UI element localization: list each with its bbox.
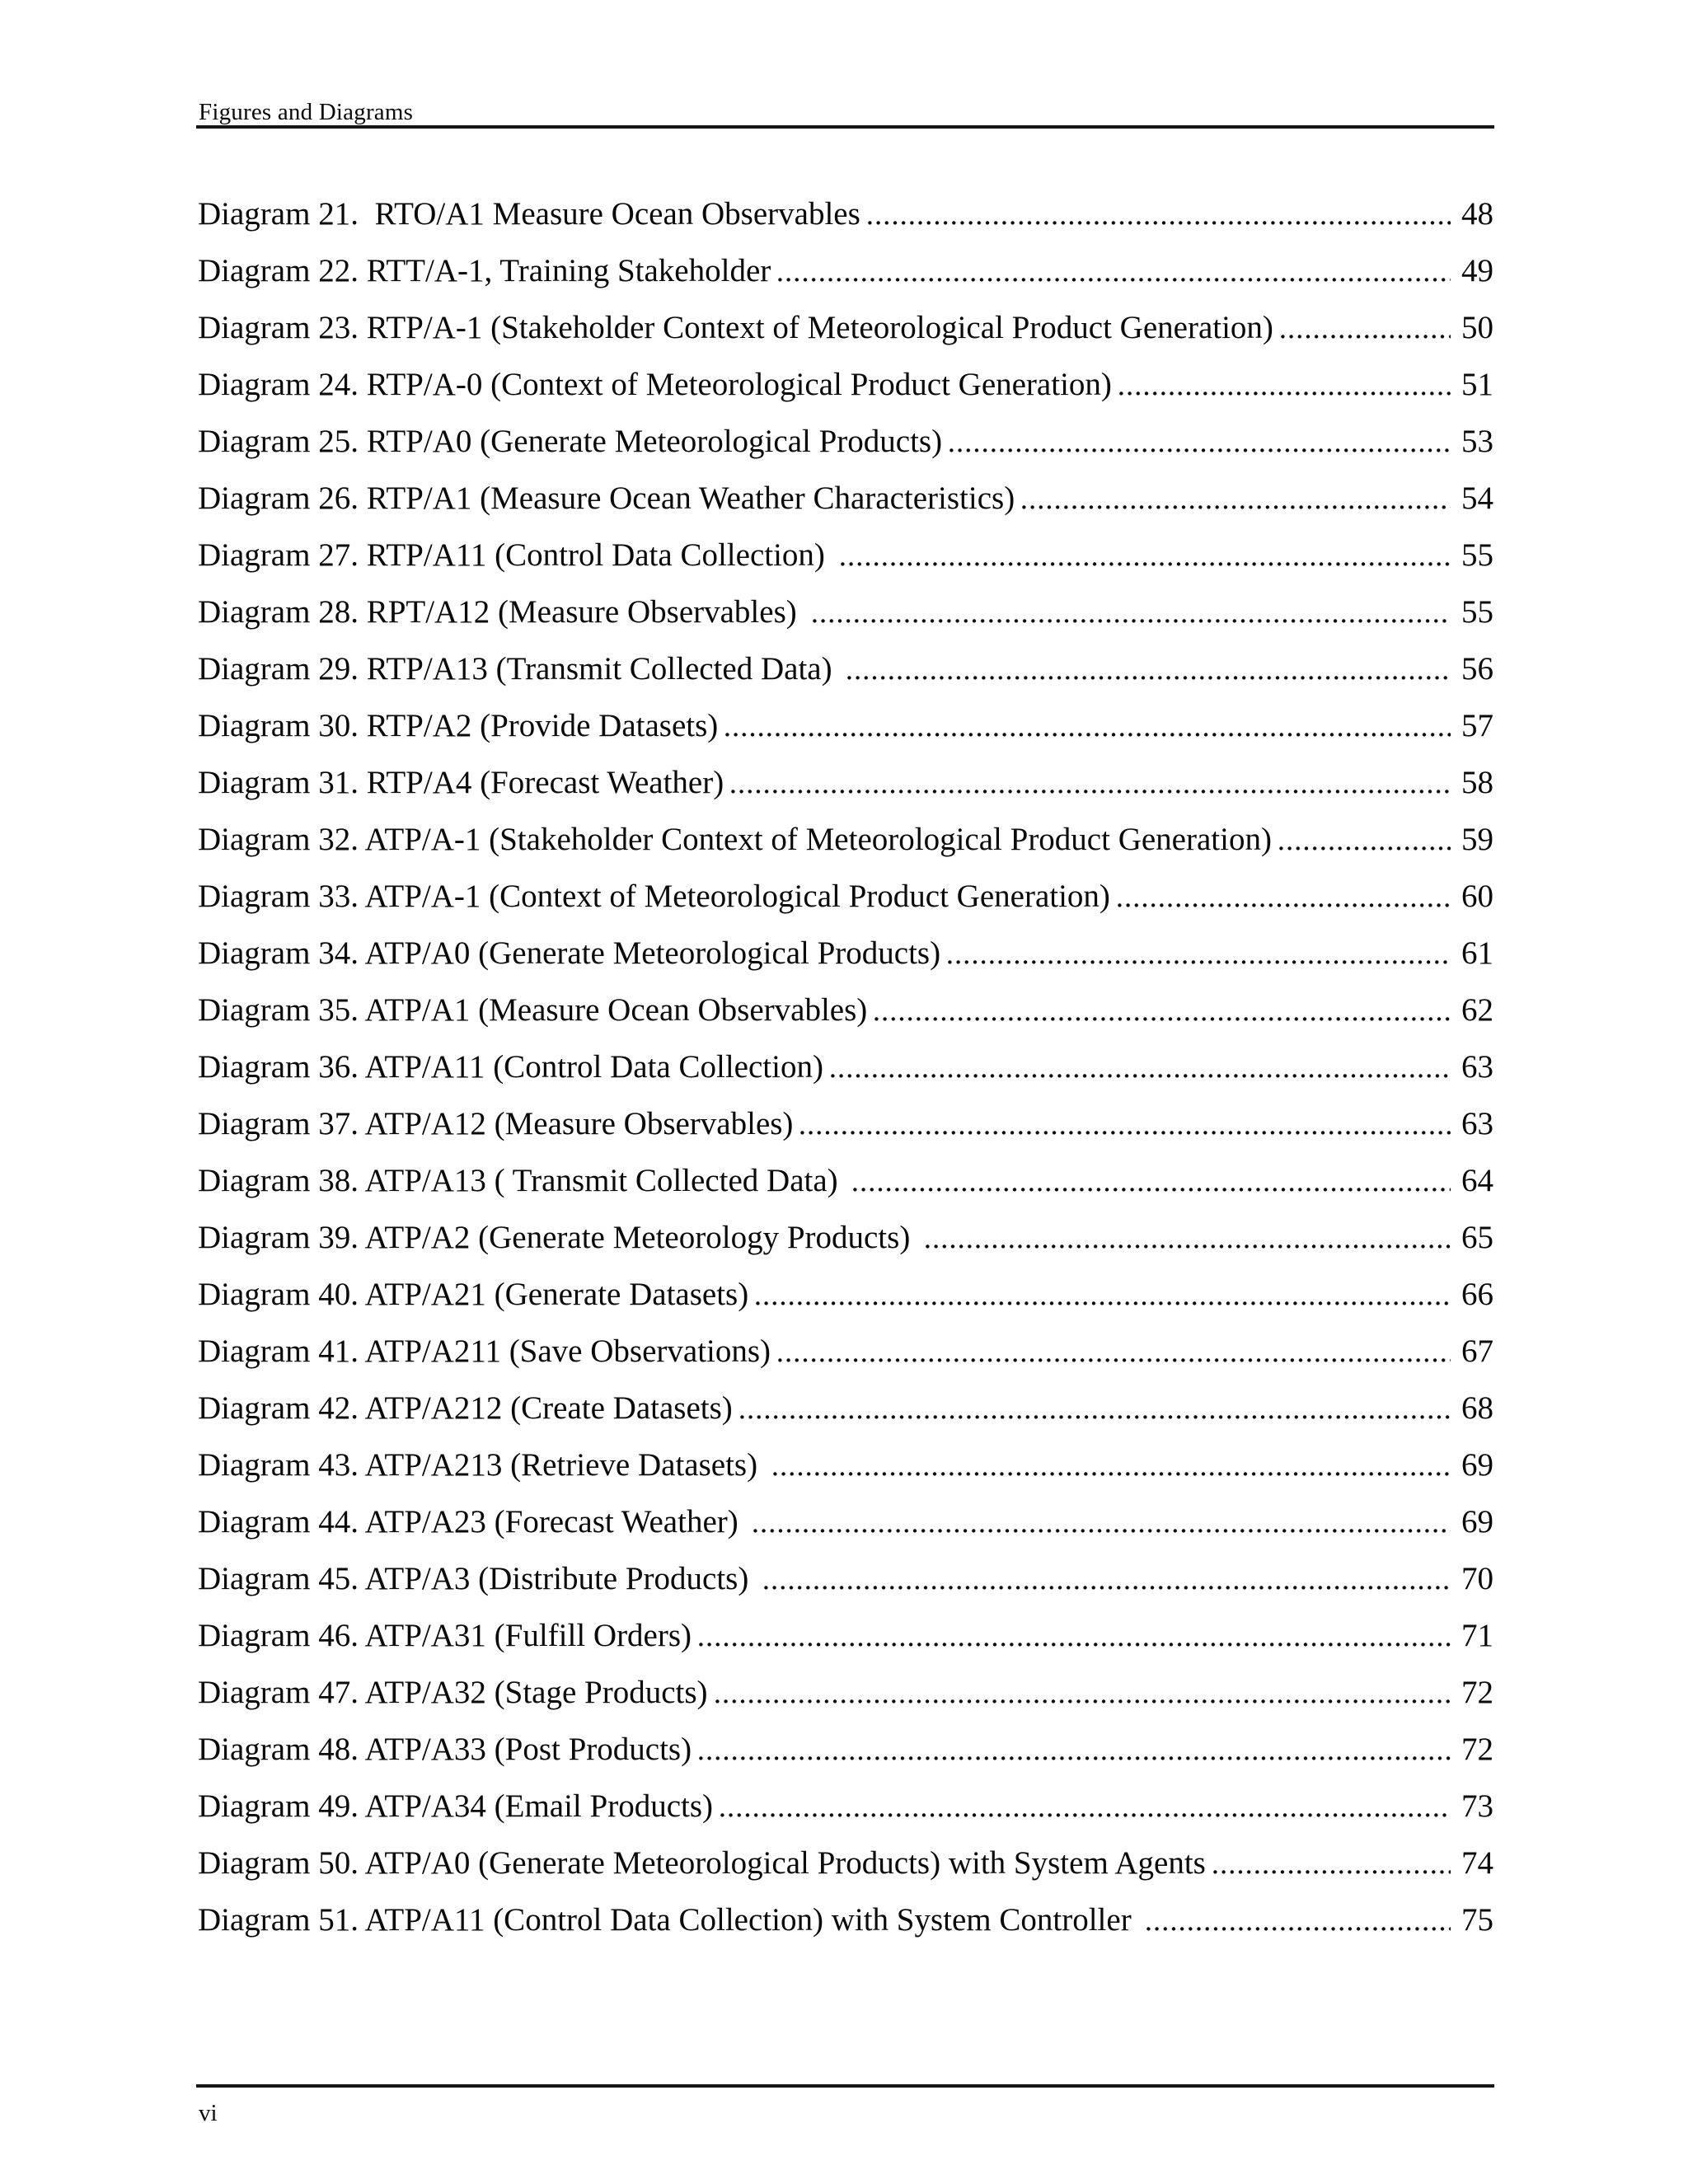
toc-entry-text: Diagram 38. ATP/A13 ( Transmit Collected Data) <box>198 1163 846 1198</box>
toc-entry <box>198 1209 1493 1266</box>
toc-entry-page: 74 <box>1461 1845 1493 1881</box>
leader-dots <box>753 1493 1451 1550</box>
toc-entry-text: Diagram 46. ATP/A31 (Fulfill Orders) <box>198 1618 692 1653</box>
leader-dots <box>813 583 1451 640</box>
toc-entry-page: 61 <box>1461 935 1493 971</box>
toc-entry-text: Diagram 48. ATP/A33 (Post Products) <box>198 1732 692 1767</box>
leader-dots <box>853 1152 1451 1209</box>
running-header-title: Figures and Diagrams <box>199 99 414 125</box>
toc-entry-text: Diagram 33. ATP/A-1 (Context of Meteorological Product Generation) <box>198 879 1110 914</box>
leader-dots <box>1213 1835 1451 1891</box>
toc-entry-page: 70 <box>1461 1561 1493 1596</box>
toc-entry-page: 55 <box>1461 537 1493 573</box>
toc-entry <box>198 1664 1493 1721</box>
leader-dots <box>720 1778 1451 1835</box>
toc-entry-text: Diagram 44. ATP/A23 (Forecast Weather) <box>198 1504 747 1540</box>
toc-entry-text: Diagram 25. RTP/A0 (Generate Meteorological Products) <box>198 424 943 459</box>
toc-entry-text: Diagram 21. RTO/A1 Measure Ocean Observables <box>198 196 860 232</box>
toc-entry <box>198 1095 1493 1152</box>
toc-entry <box>198 413 1493 470</box>
toc-entry-text: Diagram 35. ATP/A1 (Measure Ocean Observables) <box>198 992 868 1028</box>
toc-entry <box>198 811 1493 868</box>
toc-entry-page: 67 <box>1461 1333 1493 1369</box>
toc-entry-text: Diagram 41. ATP/A211 (Save Observations) <box>198 1333 771 1369</box>
toc-entry <box>198 1152 1493 1209</box>
toc-entry-page: 75 <box>1461 1902 1493 1938</box>
toc-entry-text: Diagram 42. ATP/A212 (Create Datasets) <box>198 1390 733 1426</box>
toc-entry <box>198 697 1493 754</box>
toc-entry-page: 59 <box>1461 822 1493 857</box>
toc-entry-page: 56 <box>1461 651 1493 687</box>
toc-entry-page: 57 <box>1461 708 1493 743</box>
toc-entry-text: Diagram 40. ATP/A21 (Generate Datasets) <box>198 1277 749 1312</box>
leader-dots <box>773 1436 1451 1493</box>
leader-dots <box>731 754 1451 811</box>
toc-entry-page: 55 <box>1461 594 1493 630</box>
toc-entry-page: 49 <box>1461 253 1493 288</box>
leader-dots <box>756 1266 1451 1323</box>
toc-entry-page: 48 <box>1461 196 1493 232</box>
leader-dots <box>841 527 1451 583</box>
header-rule <box>196 125 1494 129</box>
toc-entry-page: 50 <box>1461 310 1493 345</box>
toc-entry-text: Diagram 50. ATP/A0 (Generate Meteorological Products) with System Agents <box>198 1845 1206 1881</box>
toc-entry-text: Diagram 39. ATP/A2 (Generate Meteorology Products) <box>198 1220 919 1255</box>
toc-entry-text: Diagram 31. RTP/A4 (Forecast Weather) <box>198 765 724 800</box>
toc-entry <box>198 1550 1493 1607</box>
toc-entry-page: 63 <box>1461 1106 1493 1141</box>
toc-entry <box>198 185 1493 242</box>
toc-entry-page: 63 <box>1461 1049 1493 1085</box>
toc-entry <box>198 470 1493 527</box>
toc-entry-text: Diagram 49. ATP/A34 (Email Products) <box>198 1788 714 1824</box>
toc-entry-page: 72 <box>1461 1732 1493 1767</box>
toc-entry-text: Diagram 29. RTP/A13 (Transmit Collected Data) <box>198 651 841 687</box>
toc-entry-page: 53 <box>1461 424 1493 459</box>
leader-dots <box>950 413 1451 470</box>
toc-entry <box>198 583 1493 640</box>
toc-entry <box>198 1436 1493 1493</box>
toc-entry-text: Diagram 32. ATP/A-1 (Stakeholder Context of Meteorological Product Generation) <box>198 822 1272 857</box>
toc-entry-page: 65 <box>1461 1220 1493 1255</box>
leader-dots <box>948 925 1451 982</box>
toc-entry <box>198 1778 1493 1835</box>
leader-dots <box>1146 1891 1451 1948</box>
toc-entry-page: 69 <box>1461 1504 1493 1540</box>
page-number: vi <box>199 2100 218 2126</box>
leader-dots <box>847 640 1451 697</box>
leader-dots <box>1281 299 1451 356</box>
toc-entry <box>198 527 1493 583</box>
toc-entry-text: Diagram 27. RTP/A11 (Control Data Collection) <box>198 537 833 573</box>
leader-dots <box>926 1209 1451 1266</box>
leader-dots <box>1022 470 1451 527</box>
toc-entry-text: Diagram 45. ATP/A3 (Distribute Products) <box>198 1561 757 1596</box>
toc-entry-page: 60 <box>1461 879 1493 914</box>
toc-entry <box>198 1891 1493 1948</box>
toc-entry-text: Diagram 47. ATP/A32 (Stage Products) <box>198 1675 708 1710</box>
toc-entry-page: 68 <box>1461 1390 1493 1426</box>
toc-entry-page: 54 <box>1461 480 1493 516</box>
leader-dots <box>1279 811 1451 868</box>
toc-entry <box>198 1835 1493 1891</box>
toc-entry <box>198 1266 1493 1323</box>
leader-dots <box>715 1664 1451 1721</box>
leader-dots <box>800 1095 1451 1152</box>
toc-entry-text: Diagram 30. RTP/A2 (Provide Datasets) <box>198 708 719 743</box>
toc-entry <box>198 299 1493 356</box>
toc-entry <box>198 982 1493 1038</box>
toc-entry <box>198 1721 1493 1778</box>
footer-rule <box>196 2084 1494 2088</box>
toc-entry-text: Diagram 22. RTT/A-1, Training Stakeholder <box>198 253 771 288</box>
toc-entry-page: 58 <box>1461 765 1493 800</box>
toc-entry <box>198 1323 1493 1380</box>
toc-entry <box>198 640 1493 697</box>
toc-entry <box>198 868 1493 925</box>
toc-entry-page: 71 <box>1461 1618 1493 1653</box>
leader-dots <box>699 1607 1451 1664</box>
toc-entry-text: Diagram 34. ATP/A0 (Generate Meteorological Products) <box>198 935 941 971</box>
toc-entry-page: 64 <box>1461 1163 1493 1198</box>
toc-entry-page: 62 <box>1461 992 1493 1028</box>
toc-entry <box>198 925 1493 982</box>
toc-entry-page: 69 <box>1461 1447 1493 1483</box>
leader-dots <box>874 982 1451 1038</box>
leader-dots <box>868 185 1451 242</box>
toc-entry-text: Diagram 24. RTP/A-0 (Context of Meteorological Product Generation) <box>198 367 1112 402</box>
leader-dots <box>764 1550 1451 1607</box>
toc-entry <box>198 242 1493 299</box>
leader-dots <box>831 1038 1451 1095</box>
leader-dots <box>725 697 1451 754</box>
toc-entry <box>198 1038 1493 1095</box>
leader-dots <box>778 1323 1451 1380</box>
toc-list <box>198 185 1493 1948</box>
toc-entry-page: 66 <box>1461 1277 1493 1312</box>
leader-dots <box>1119 356 1451 413</box>
leader-dots <box>699 1721 1451 1778</box>
toc-entry <box>198 1493 1493 1550</box>
toc-entry-text: Diagram 51. ATP/A11 (Control Data Collection) with System Controller <box>198 1902 1140 1938</box>
toc-entry-text: Diagram 36. ATP/A11 (Control Data Collection) <box>198 1049 823 1085</box>
toc-entry-text: Diagram 28. RPT/A12 (Measure Observables) <box>198 594 805 630</box>
toc-entry-page: 51 <box>1461 367 1493 402</box>
toc-entry-text: Diagram 26. RTP/A1 (Measure Ocean Weather Characteristics) <box>198 480 1015 516</box>
toc-entry <box>198 356 1493 413</box>
toc-entry-page: 73 <box>1461 1788 1493 1824</box>
toc-entry-text: Diagram 43. ATP/A213 (Retrieve Datasets) <box>198 1447 766 1483</box>
leader-dots <box>778 242 1451 299</box>
toc-entry <box>198 1380 1493 1436</box>
toc-entry-text: Diagram 23. RTP/A-1 (Stakeholder Context of Meteorological Product Generation) <box>198 310 1273 345</box>
leader-dots <box>740 1380 1451 1436</box>
toc-entry <box>198 754 1493 811</box>
toc-entry <box>198 1607 1493 1664</box>
leader-dots <box>1118 868 1451 925</box>
toc-entry-page: 72 <box>1461 1675 1493 1710</box>
toc-entry-text: Diagram 37. ATP/A12 (Measure Observables) <box>198 1106 794 1141</box>
